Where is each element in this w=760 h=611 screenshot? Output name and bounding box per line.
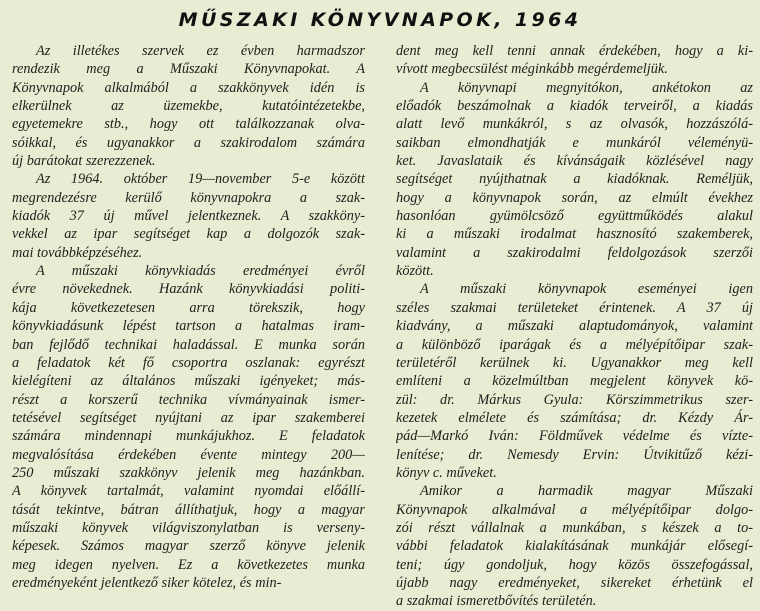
text-line: kiadók 37 új művel jelentkeznek. A szakköny- xyxy=(12,208,365,225)
text-line: pád—Markó Iván: Földművek védelme és vízte- xyxy=(396,428,753,445)
text-line: rendezik meg a Műszaki Könyvnapokat. A xyxy=(12,61,365,78)
text-line: sóikkal, és ugyanakkor a szakirodalom számára xyxy=(12,134,365,151)
text-line: új barátokat szerezzenek. xyxy=(12,153,156,170)
text-line: teni; úgy gondoljuk, hogy közös összefogással, xyxy=(396,556,753,573)
text-line: Könyvnapok alkalmával a mélyépítőipar dolgo- xyxy=(396,501,753,518)
text-line: A műszaki könyvnapok eseményei igen xyxy=(420,281,753,298)
text-line: széles szakmai területeket érintenek. A 37 új xyxy=(396,299,753,316)
text-line: mai továbbképzéséhez. xyxy=(12,244,143,261)
text-line: kielégíteni az általános műszaki igényeket; más- xyxy=(12,373,365,390)
text-line: hasonlóan gyümölcsöző együttműködés alakul xyxy=(396,208,753,225)
right-text-column xyxy=(396,42,753,611)
text-line: a feladatok két fő csoportra oszlanak: egyrészt xyxy=(12,354,365,371)
text-line: képesek. Számos magyar szerző könyve jelenik xyxy=(12,538,365,555)
text-line: ban fejlődő technikai haladással. E munka során xyxy=(12,336,365,353)
paragraph xyxy=(396,42,753,79)
text-line: elkerülnek az üzemekbe, kutatóintézetekbe, xyxy=(12,98,365,115)
text-line: előadók beszámolnak a kiadók terveiről, a kiadás xyxy=(396,98,753,115)
text-line: meg idegen nyelven. Ez a következetes munka xyxy=(12,556,365,573)
text-line: hogy a könyvnapok során, az elmúlt évekhez xyxy=(396,189,753,206)
text-line: ki a műszaki irodalmat hasznosító szakemberek, xyxy=(396,226,753,243)
text-line: számára mindennapi munkájukhoz. E feladatok xyxy=(12,428,365,445)
left-text-column xyxy=(12,42,365,592)
paragraph xyxy=(12,42,365,170)
text-line: Az illetékes szervek ez évben harmadszor xyxy=(36,43,365,59)
text-line: kája következetesen arra törekszik, hogy xyxy=(12,299,365,316)
paragraph xyxy=(12,170,365,262)
text-line: 250 műszaki szakkönyv jelenik meg hazánkban. xyxy=(12,464,365,481)
text-line: segítséget nyújthatnak a kiadóknak. Reméljük, xyxy=(396,171,753,188)
text-line: dent meg kell tenni annak érdekében, hogy a ki- xyxy=(396,43,753,59)
text-line: megvalósítása érdekében évente mintegy 200— xyxy=(12,446,365,463)
text-line: tetésével segítséget nyújtani az ipar szakemberei xyxy=(12,409,365,426)
text-line: eredményeként jelentkező siker kötelez, és min- xyxy=(12,574,282,591)
text-line: területéről kerülnek ki. Ugyanakkor meg kell xyxy=(396,354,753,371)
paragraph xyxy=(396,280,753,482)
text-line: lenítése; dr. Nemesdy Ervin: Útvikitűző kézi- xyxy=(396,446,753,463)
text-line: Amikor a harmadik magyar Műszaki xyxy=(420,483,753,500)
text-line: A műszaki könyvkiadás eredményei évről xyxy=(36,263,365,280)
text-line: kiadvány, a műszaki alaptudományok, valamint xyxy=(396,318,753,335)
text-line: megrendezésre kerülő könyvnapokra a szak- xyxy=(12,189,365,206)
text-line: a szakmai ismeretbővítés területén. xyxy=(396,593,597,610)
text-line: tását tekintve, bátran állíthatjuk, hogy a magyar xyxy=(12,501,365,518)
page-title: MŰSZAKI KÖNYVNAPOK, 1964 xyxy=(178,9,582,31)
text-line: részt a korszerű technika vívmányainak ismer- xyxy=(12,391,365,408)
paragraph xyxy=(396,482,753,610)
text-line: valamint a szakirodalmi feldolgozások szerzői xyxy=(396,244,753,261)
text-line: vívott megbecsülést méginkább megérdemeljük. xyxy=(396,61,668,78)
text-line: Az 1964. október 19—november 5-e között xyxy=(36,171,365,188)
text-line: műszaki könyvek világviszonylatban is verseny- xyxy=(12,519,365,536)
text-line: a különböző iparágak és a mélyépítőipar szak- xyxy=(396,336,753,353)
text-line: zói részt vállalnak a munkában, s készek a to- xyxy=(396,519,753,536)
text-line: Könyvnapok alkalmából a szakkönyvek idén is xyxy=(12,79,365,96)
text-line: említeni a közelmúltban megjelent könyvek kö- xyxy=(396,373,753,390)
text-line: alatt levő munkákról, s az olvasók, hozzászólá- xyxy=(396,116,753,133)
text-line: saikban elmondhatják e munkáról véleményü- xyxy=(396,134,753,151)
paragraph xyxy=(12,262,365,592)
text-line: zül: dr. Márkus Gyula: Körszimmetrikus szer- xyxy=(396,391,753,408)
text-line: újabb nagy eredményeket, sikereket érhetünk el xyxy=(396,574,753,591)
text-line: vábbi feladatok kialakításának munkájár elősegí- xyxy=(396,538,753,555)
text-line: A könyvek tartalmát, valamint nyomdai előállí- xyxy=(12,483,365,500)
text-line: kezetek elmélete és számítása; dr. Kézdy Ár- xyxy=(396,409,753,426)
text-line: évre növekednek. Hazánk könyvkiadási politi- xyxy=(12,281,365,298)
text-line: között. xyxy=(396,263,434,280)
text-line: ket. Javaslataik és kívánságaik közlésével nagy xyxy=(396,153,753,170)
text-line: A könyvnapi megnyitókon, ankétokon az xyxy=(420,79,753,96)
text-line: könyv c. műveket. xyxy=(396,464,497,481)
text-line: vekkel az ipar segítséget kap a dolgozók szak- xyxy=(12,226,365,243)
text-line: könyvkiadásunk lépést tartson a hatalmas iram- xyxy=(12,318,365,335)
text-line: egyetemekre stb., hogy ott találkozzanak olva- xyxy=(12,116,365,133)
paragraph xyxy=(396,79,753,281)
